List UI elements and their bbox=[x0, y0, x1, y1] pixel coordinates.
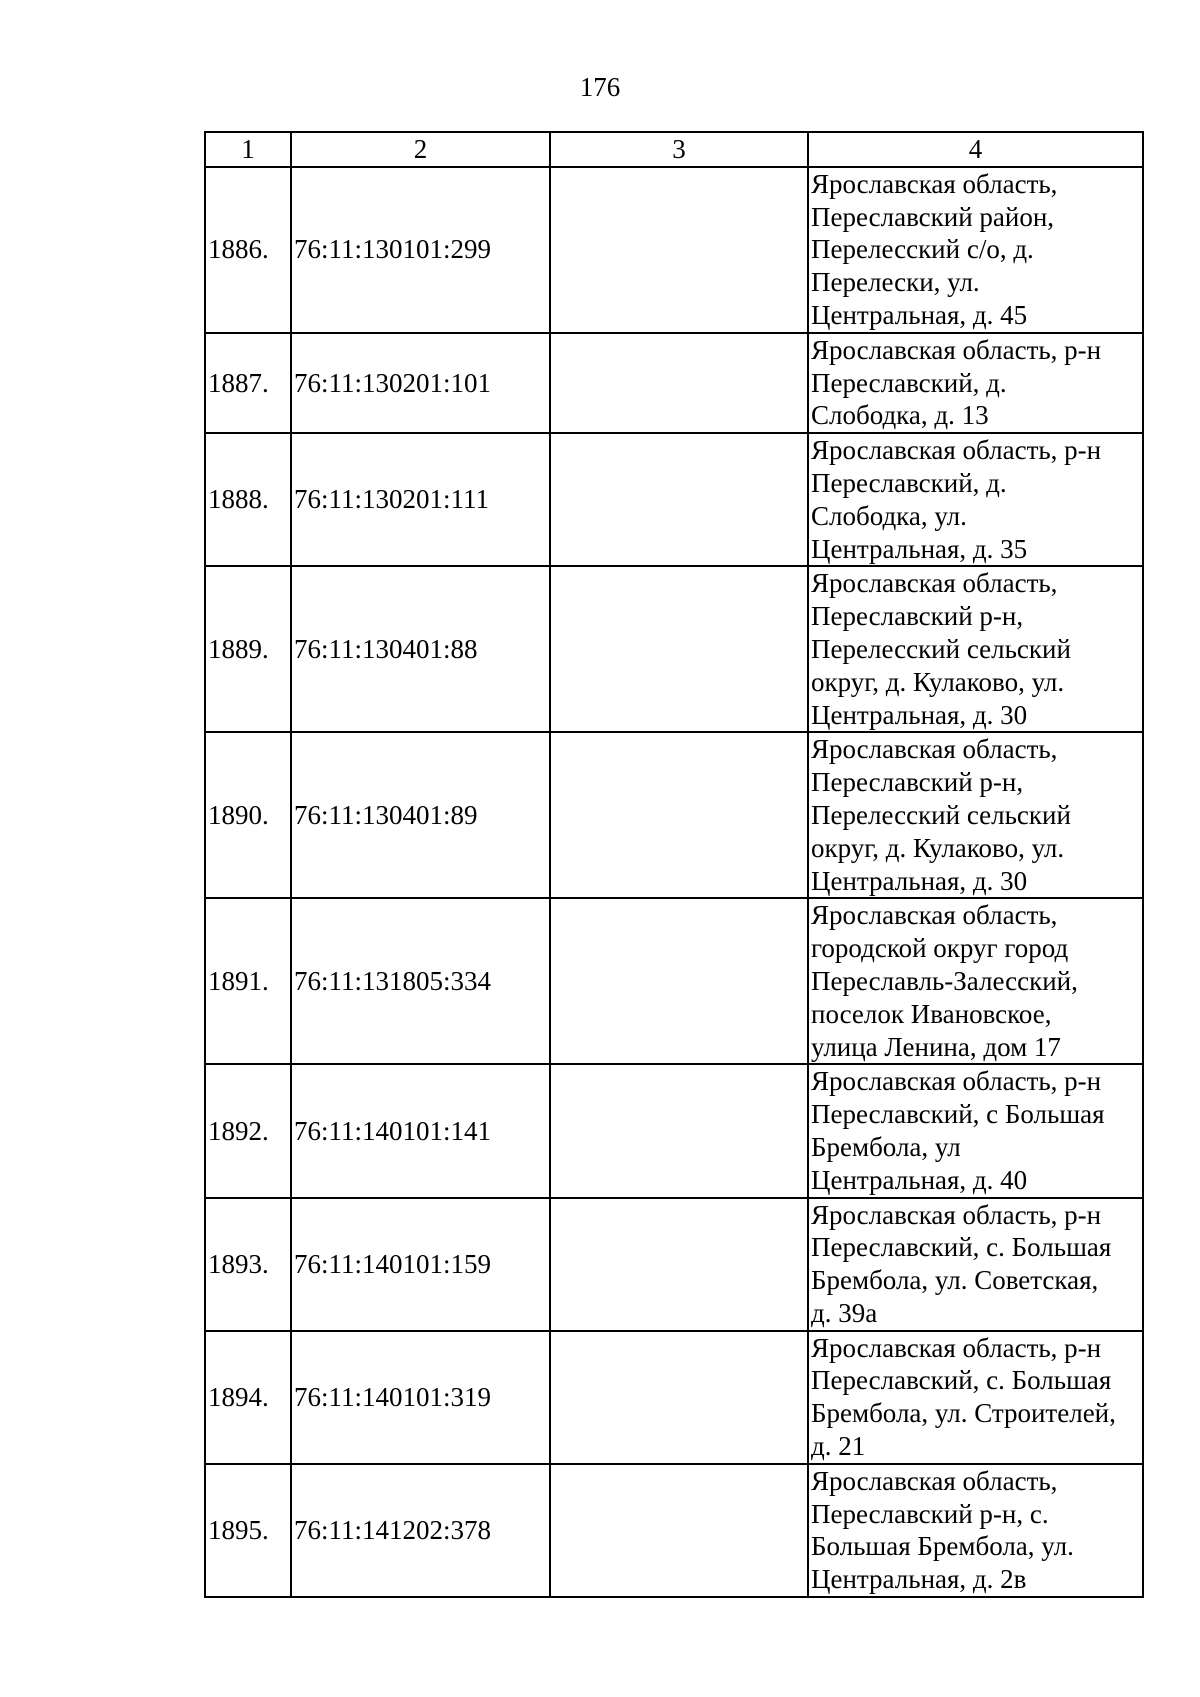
table-row bbox=[205, 732, 1143, 898]
address-cell bbox=[808, 1464, 1143, 1597]
address-line: округ, д. Кулаково, ул. bbox=[811, 832, 1065, 863]
address-line: Ярославская область, р-н bbox=[811, 1066, 1102, 1097]
address-line: Переславль-Залесский, bbox=[811, 965, 1078, 996]
address-line: Ярославская область, р-н bbox=[811, 334, 1102, 365]
address-line: округ, д. Кулаково, ул. bbox=[811, 666, 1065, 697]
column-3-cell bbox=[550, 1464, 808, 1597]
property-registry-table bbox=[204, 131, 1144, 1598]
address-line: Центральная, д. 2в bbox=[811, 1564, 1027, 1595]
address-line: д. 21 bbox=[811, 1431, 866, 1462]
address-cell bbox=[808, 1331, 1143, 1464]
address-line: улица Ленина, дом 17 bbox=[811, 1031, 1061, 1062]
table-row bbox=[205, 898, 1143, 1064]
address-line: Брембола, ул. Строителей, bbox=[811, 1398, 1116, 1429]
row-number: 1892. bbox=[205, 1064, 291, 1197]
address-line: Ярославская область, р-н bbox=[811, 1199, 1102, 1230]
address-cell bbox=[808, 1198, 1143, 1331]
address-line: Переславский р-н, bbox=[811, 767, 1024, 798]
table-row bbox=[205, 1198, 1143, 1331]
column-3-cell bbox=[550, 732, 808, 898]
address-line: Слободка, ул. bbox=[811, 500, 967, 531]
page-number: 176 bbox=[579, 72, 621, 102]
address-line: Центральная, д. 40 bbox=[811, 1164, 1028, 1195]
table-row bbox=[205, 433, 1143, 566]
address-cell bbox=[808, 566, 1143, 732]
address-line: Ярославская область, bbox=[811, 168, 1058, 199]
address-line: Перелесский сельский bbox=[811, 633, 1071, 664]
cadastral-number: 76:11:130401:89 bbox=[291, 732, 550, 898]
column-header-1: 1 bbox=[205, 132, 291, 167]
address-line: Ярославская область, bbox=[811, 568, 1058, 599]
table-row bbox=[205, 566, 1143, 732]
address-line: Центральная, д. 35 bbox=[811, 533, 1028, 564]
address-line: поселок Ивановское, bbox=[811, 998, 1052, 1029]
row-number: 1890. bbox=[205, 732, 291, 898]
address-line: Переславский район, bbox=[811, 201, 1055, 232]
column-3-cell bbox=[550, 898, 808, 1064]
address-line: Перелесский с/о, д. bbox=[811, 234, 1034, 265]
table-row bbox=[205, 167, 1143, 333]
column-3-cell bbox=[550, 1198, 808, 1331]
address-line: Большая Брембола, ул. bbox=[811, 1531, 1074, 1562]
address-line: Переславский, с. Большая bbox=[811, 1232, 1112, 1263]
address-line: Перелески, ул. bbox=[811, 267, 980, 298]
address-line: Переславский, с. Большая bbox=[811, 1365, 1112, 1396]
address-cell bbox=[808, 333, 1143, 433]
address-cell bbox=[808, 167, 1143, 333]
row-number: 1894. bbox=[205, 1331, 291, 1464]
address-cell bbox=[808, 433, 1143, 566]
address-cell bbox=[808, 732, 1143, 898]
address-line: Ярославская область, bbox=[811, 734, 1058, 765]
address-cell bbox=[808, 898, 1143, 1064]
column-3-cell bbox=[550, 167, 808, 333]
address-line: городской округ город bbox=[811, 933, 1069, 964]
address-line: Слободка, д. 13 bbox=[811, 400, 989, 431]
header-row bbox=[205, 132, 1143, 167]
table-row bbox=[205, 1331, 1143, 1464]
address-line: Центральная, д. 30 bbox=[811, 865, 1028, 896]
table-row bbox=[205, 1064, 1143, 1197]
cadastral-number: 76:11:140101:141 bbox=[291, 1064, 550, 1197]
address-line: Переславский, д. bbox=[811, 367, 1007, 398]
column-header-4: 4 bbox=[808, 132, 1143, 167]
cadastral-number: 76:11:130401:88 bbox=[291, 566, 550, 732]
address-line: Переславский, с Большая bbox=[811, 1099, 1105, 1130]
address-line: Центральная, д. 45 bbox=[811, 299, 1028, 330]
address-line: д. 39а bbox=[811, 1297, 878, 1328]
address-line: Ярославская область, р-н bbox=[811, 1332, 1102, 1363]
row-number: 1893. bbox=[205, 1198, 291, 1331]
column-3-cell bbox=[550, 433, 808, 566]
row-number: 1888. bbox=[205, 433, 291, 566]
address-line: Ярославская область, bbox=[811, 900, 1058, 931]
table-row bbox=[205, 333, 1143, 433]
cadastral-number: 76:11:130201:101 bbox=[291, 333, 550, 433]
address-cell bbox=[808, 1064, 1143, 1197]
cadastral-number: 76:11:140101:319 bbox=[291, 1331, 550, 1464]
column-3-cell bbox=[550, 566, 808, 732]
table-row bbox=[205, 1464, 1143, 1597]
column-header-2: 2 bbox=[291, 132, 550, 167]
row-number: 1886. bbox=[205, 167, 291, 333]
cadastral-number: 76:11:140101:159 bbox=[291, 1198, 550, 1331]
cadastral-number: 76:11:130101:299 bbox=[291, 167, 550, 333]
address-line: Ярославская область, bbox=[811, 1465, 1058, 1496]
address-line: Брембола, ул. Советская, bbox=[811, 1265, 1099, 1296]
row-number: 1889. bbox=[205, 566, 291, 732]
address-line: Брембола, ул bbox=[811, 1131, 961, 1162]
row-number: 1887. bbox=[205, 333, 291, 433]
column-3-cell bbox=[550, 1331, 808, 1464]
cadastral-number: 76:11:130201:111 bbox=[291, 433, 550, 566]
address-line: Переславский р-н, bbox=[811, 601, 1024, 632]
address-line: Ярославская область, р-н bbox=[811, 435, 1102, 466]
cadastral-number: 76:11:131805:334 bbox=[291, 898, 550, 1064]
column-3-cell bbox=[550, 333, 808, 433]
address-line: Переславский р-н, с. bbox=[811, 1498, 1049, 1529]
cadastral-number: 76:11:141202:378 bbox=[291, 1464, 550, 1597]
column-header-3: 3 bbox=[550, 132, 808, 167]
address-line: Переславский, д. bbox=[811, 467, 1007, 498]
table-body bbox=[205, 167, 1143, 1597]
row-number: 1891. bbox=[205, 898, 291, 1064]
address-line: Перелесский сельский bbox=[811, 799, 1071, 830]
table-header bbox=[205, 132, 1143, 167]
row-number: 1895. bbox=[205, 1464, 291, 1597]
address-line: Центральная, д. 30 bbox=[811, 699, 1028, 730]
column-3-cell bbox=[550, 1064, 808, 1197]
